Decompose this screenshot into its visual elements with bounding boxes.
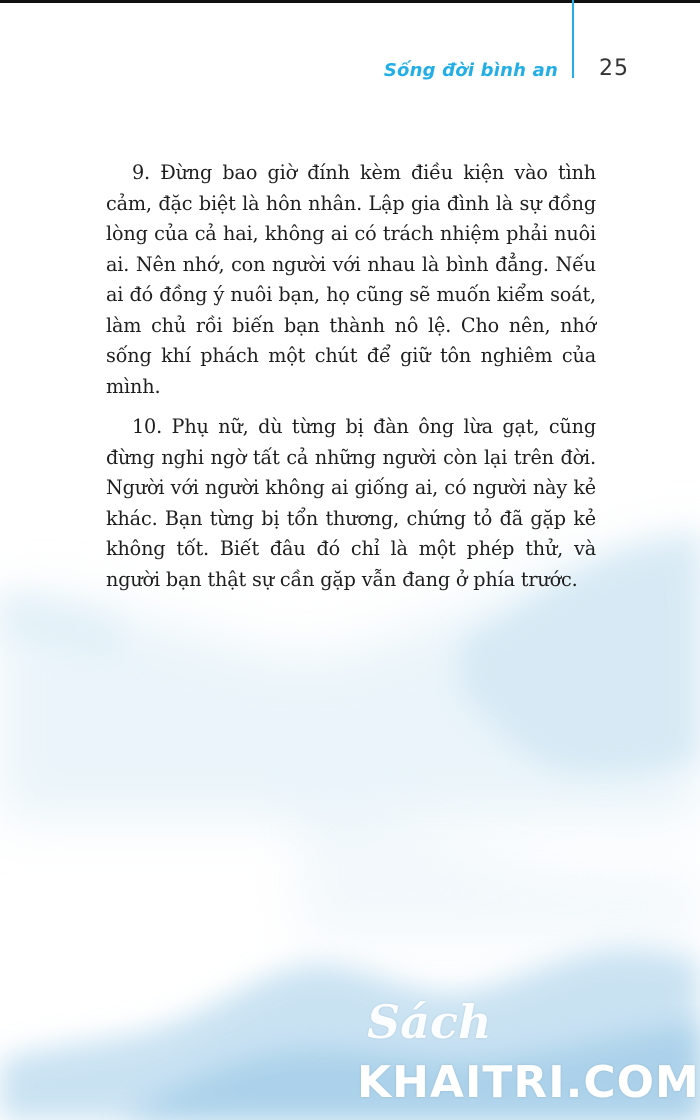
page-number: 25 xyxy=(599,56,629,81)
watermark-brand-text: KHAITRI.COM xyxy=(357,1057,700,1108)
paragraph-9: 9. Đừng bao giờ đính kèm điều kiện vào tình cảm, đặc biệt là hôn nhân. Lập gia đình là sự đồng lòng của cả hai, không ai có trách nhiệm phải nuôi ai. Nên nhớ, con người với nhau là bình đẳng. Nếu ai đó đồng ý nuôi bạn, họ cũng sẽ muốn kiểm soát, làm chủ rồi biến bạn thành nô lệ. Cho nên, nhớ sống khí phách một chút để giữ tôn nghiêm của mình. xyxy=(106,161,596,398)
running-title: Sống đời bình an xyxy=(383,60,558,81)
body-text xyxy=(106,158,596,605)
publisher-watermark xyxy=(355,995,700,1120)
watermark-script-text: Sách xyxy=(367,995,492,1049)
page-header xyxy=(0,56,700,96)
header-divider-line xyxy=(572,0,574,78)
paragraph-10: 10. Phụ nữ, dù từng bị đàn ông lừa gạt, cũng đừng nghi ngờ tất cả những người còn lại trên đời. Người với người không ai giống ai, có người này kẻ khác. Bạn từng bị tổn thương, chứng tỏ đã gặp kẻ không tốt. Biết đâu đó chỉ là một phép thử, và người bạn thật sự cần gặp vẫn đang ở phía trước. xyxy=(106,415,596,591)
